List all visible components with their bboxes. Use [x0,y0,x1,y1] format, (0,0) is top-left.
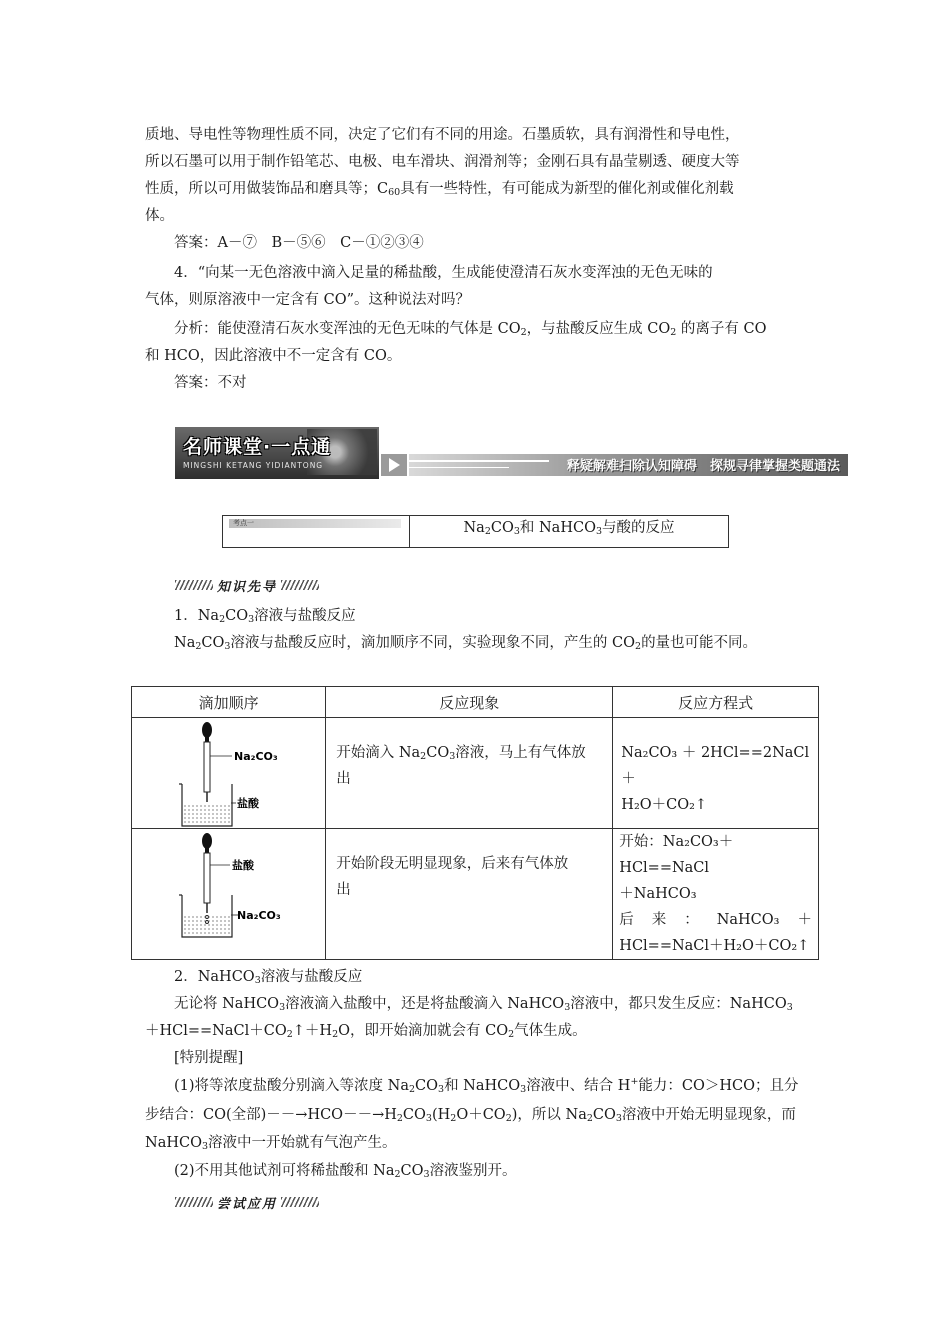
paragraph-line: 无论将 NaHCO$_3$溶液滴入盐酸中，还是将盐酸滴入 NaHCO$_3$溶液中，都只发生反应：NaHCO$_3$ [174,996,793,1013]
beaker-label: Na₂CO₃ [237,909,281,922]
banner-title: 名师课堂·一点通 [183,436,332,458]
tip-line: (1)将等浓度盐酸分别滴入等浓度 $Na_2CO_3$和 NaHCO$_3$溶液中、结合 H+能力：CO＞HCO；且分 [174,1076,799,1095]
equation-cell: Na₂CO₃ ＋ 2HCl==2NaCl ＋ H₂O＋CO₂↑ [613,718,819,829]
topic-tag-cell [223,516,410,547]
table-row [132,718,819,829]
tip-line: (2)不用其他试剂可将稀盐酸和 $Na_2CO_3$溶液鉴别开。 [174,1163,517,1180]
banner-logo [175,427,379,479]
dropper-beaker-diagram [132,829,326,941]
analysis-line: 分析：能使澄清石灰水变浑浊的无色无味的气体是 $CO_2$，与盐酸反应生成 $CO_2$ 的离子有 CO [174,321,767,338]
hatch-decoration [175,1197,213,1207]
topic-title: $Na_2CO_3$和 NaHCO$_3$与酸的反应 [463,520,675,537]
equation-line: HCl==NaCl＋H₂O＋CO₂↑ [619,938,810,954]
beaker-label: 盐酸 [237,797,259,810]
analysis-line-cont: 和 HCO，因此溶液中不一定含有 CO。 [145,348,402,364]
table-header: 反应方程式 [613,687,819,718]
hatch-decoration [175,580,213,590]
paragraph-line: $+HCl==NaCl+CO_2↑+H_2O$，即开始滴加就会有 $CO_2$气体生成。 [145,1023,587,1040]
paragraph-line: $Na_2CO_3$溶液与盐酸反应时，滴加顺序不同，实验现象不同，产生的 $CO_2$的量也可能不同。 [174,635,758,652]
apparatus-cell [132,718,326,829]
section-title: 尝试应用 [217,1196,278,1212]
table-header-row [132,687,819,718]
section-title: 知识先导 [217,579,278,595]
equation-line: 后 来 ： NaHCO₃ ＋ [619,912,812,928]
apparatus-cell [132,829,326,960]
paragraph-line: 质地、导电性等物理性质不同，决定了它们有不同的用途。石墨质软，具有润滑性和导电性， [145,127,740,143]
paragraph-line: 体。 [145,208,174,224]
dropper-label: 盐酸 [232,859,254,872]
equation-line: ＋NaHCO₃ [619,886,697,902]
reaction-table [131,686,819,960]
table-header: 反应现象 [326,687,613,718]
tip-line: NaHCO$_3$溶液中一开始就有气泡产生。 [145,1135,397,1152]
subheading: 2．NaHCO$_3$溶液与盐酸反应 [174,969,363,986]
hatch-decoration [281,580,319,590]
play-arrow-icon [381,454,407,476]
section-header-knowledge [175,576,319,594]
banner-slogan: 释疑解难扫除认知障碍 探规寻律掌握类题通法 [566,459,840,474]
section-header-practice [175,1193,319,1211]
banner-stripe [409,467,509,468]
paragraph-line: 性质，所以可用做装饰品和磨具等；$C_{60}$具有一些特性，有可能成为新型的催化剂或催化剂载 [145,181,734,198]
answer-line: 答案：不对 [174,375,247,391]
question-4: 4．“向某一无色溶液中滴入足量的稀盐酸，生成能使澄清石灰水变浑浊的无色无味的 [174,265,713,281]
equation-line: 开始：Na₂CO₃＋HCl==NaCl [619,834,734,876]
table-row [132,829,819,960]
question-4-cont: 气体，则原溶液中一定含有 CO”。这种说法对吗？ [145,292,471,308]
topic-tag: 考点一 [229,519,401,528]
phenomenon-cell: 开始滴入 $Na_2CO_3$溶液，马上有气体放 出 [326,718,613,829]
dropper-label: Na₂CO₃ [234,750,278,763]
equation-cell [613,829,819,960]
tip-label: [特别提醒] [174,1050,244,1066]
tip-line: 步结合：CO(全部)$--\to HCO--\to H_2CO_3(H_2O+CO_2)$，所以 $Na_2CO_3$溶液中开始无明显现象，而 [145,1107,796,1124]
phenomenon-cell: 开始阶段无明显现象，后来有气体放 出 [326,829,613,960]
topic-box [222,515,729,548]
subheading: 1．$Na_2CO_3$溶液与盐酸反应 [174,608,356,625]
hatch-decoration [281,1197,319,1207]
paragraph-line: 所以石墨可以用于制作铅笔芯、电极、电车滑块、润滑剂等；金刚石具有晶莹剔透、硬度大等 [145,154,740,170]
banner-subtitle: MINGSHI KETANG YIDIANTONG [183,461,324,470]
answer-line: 答案：A－⑦ B－⑤⑥ C－①②③④ [174,235,424,251]
table-header: 滴加顺序 [132,687,326,718]
banner-stripe [409,460,549,462]
dropper-beaker-diagram [132,718,326,828]
section-banner [175,427,848,479]
